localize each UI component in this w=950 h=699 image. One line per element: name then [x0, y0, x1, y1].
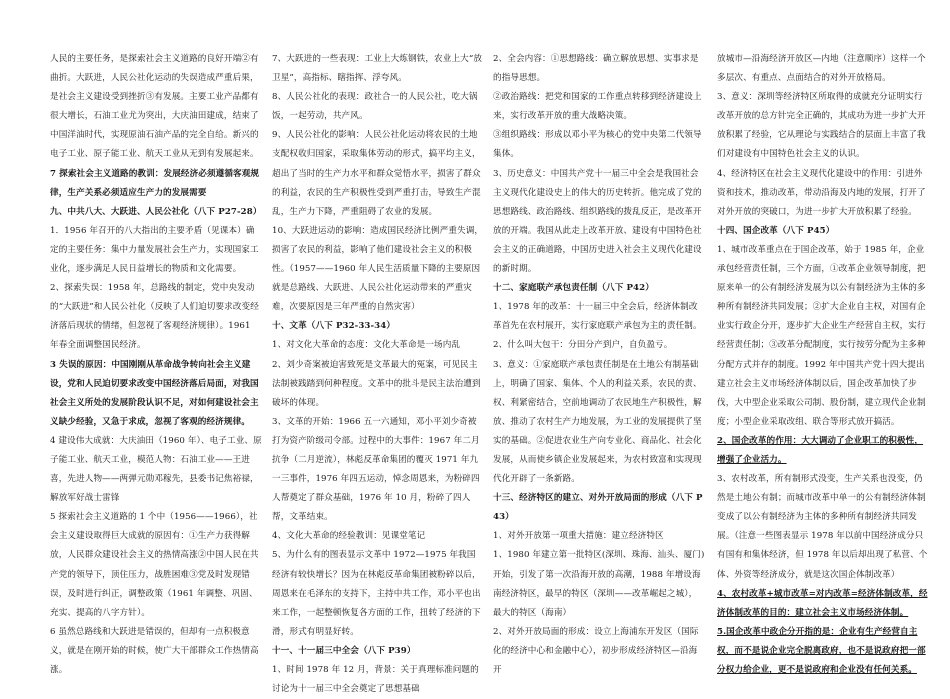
paragraph: 人民的主要任务，是探索社会主义道路的良好开端②有曲折。大跃进，人民公社化运动的失误造成严重后果，是社会主义建设受到挫折③有发展。主要工业产品都有很大增长，石油工业尤为突出，大庆油田建成，结束了中国洋油时代，实现原油石油产品的完全自给。新兴的电子工业、原子能工业、航天工业从无到有发展起来。 [50, 54, 259, 160]
section-heading: 十、文革（八下 P32-33-34） [272, 321, 396, 332]
paragraph: 2、全会内容：①思想路线：确立解放思想、实事求是的指导思想。 [493, 54, 699, 84]
paragraph: 4、农村改革+城市改革=对内改革=经济体制改革，经济体制改革的目的：建立社会主义市场经济体制。 [717, 588, 928, 618]
paragraph: 2、国企改革的作用：大大调动了企业职工的积极性，增强了企业活力。 [717, 435, 924, 465]
paragraph: 3、历史意义：中国共产党十一届三中全会是我国社会主义现代化建设史上的伟大的历史转折。他完成了党的思想路线、政治路线、组织路线的拨乱反正，是改革开放的开端。我国从此走上改革开放、建设有中国特色社会主义的正确道路，中国历史进入社会主义现代化建设的新时期。 [493, 168, 702, 275]
paragraph: 4 建设伟大成就：大庆油田（1960 年）、电子工业、原子能工业、航天工业，模范人物：石油工业——王进喜，先进人物——两弹元勋邓稼先，县委书记焦裕禄，解放军好战士雷锋 [50, 435, 262, 504]
section-heading: 十二、家庭联产承包责任制（八下 P42） [493, 283, 654, 294]
paragraph: 1、对外开放第一项重大措施：建立经济特区 [493, 531, 664, 542]
paragraph: 5 探索社会主义道路的 1 个中（1956——1966），社会主义建设取得巨大成就的原因有：①生产力获得解放，人民群众建设社会主义的热情高涨②中国人民在共产党的领导下，顶住压力，战胜困难③党及时发现错误，及时进行纠正，调整政策（1961 年调整、巩固、充实、提高的八字方针）。 [50, 512, 259, 618]
paragraph: 1、城市改革重点在于国企改革，始于 1985 年，企业承包经营责任制，三个方面，①改革企业领导制度，把原来单一的公有制经济发展为以公有制经济为主体的多种所有制经济共同发展；②扩大企业自主权，对国有企业实行政企分开，逐步扩大企业生产经营自主权，实行经营责任制；③改革分配制度，实行按劳分配为主多种分配方式并存的制度。1992 年中国共产党十四大提出建立社会主义市场经济体制以后，国企改革加快了步伐，大中型企业采取公司制、股份制，建立现代企业制度；小型企业采取改组、联合等形式放开搞活。 [717, 244, 926, 427]
paragraph: 6 虽然总路线和大跃进是错误的，但却有一点积极意义，就是在刚开始的时候，使广大干部群众工作热情高涨。 [50, 626, 259, 675]
section-heading: 十三、经济特区的建立、对外开放局面的形成（八下 P43） [493, 493, 703, 523]
paragraph: 3 失误的原因：中国刚刚从革命战争转向社会主义建设，党和人民迫切要求改变中国经济落后局面，对我国社会主义所处的发展阶段认识不足，对如何建设社会主义缺少经验，又急于求成，忽视了客观的经济规律。 [50, 359, 259, 427]
paragraph: 3、意义：①家庭联产承包责任制是在土地公有制基础上，明确了国家、集体、个人的利益关系，农民的责、权、利紧密结合，空前地调动了农民地生产积极性，解放、推动了农村生产力地发展，为工业的发展提供了坚实的基础。②促进农业生产向专业化、商品化、社会化发展，从而使乡镇企业发展起来，为农村致富和实现现代化开辟了一条新路。 [493, 359, 702, 485]
text-column-1 [50, 50, 262, 680]
paragraph: 1．1956 年召开的八大指出的主要矛盾（见课本）确定的主要任务：集中力量发展社会生产力，实现国家工业化，逐步满足人民日益增长的物质和文化需要。 [50, 225, 259, 275]
paragraph: 1、时间 1978 年 12 月，背景：关于真理标准问题的讨论为十一届三中全会奠定了思想基础 [272, 665, 479, 695]
text-column-4 [717, 50, 929, 680]
text-column-2 [272, 50, 484, 699]
paragraph: ②政治路线：把党和国家的工作重点转移到经济建设上来，实行改革开放的重大战略决策。 [493, 92, 702, 122]
paragraph: 1、1978 年的改革：十一届三中全会后，经济体制改革首先在农村展开，实行家庭联产承包为主的责任制。 [493, 302, 702, 332]
paragraph: 4、经济特区在社会主义现代化建设中的作用：引进外资和技术，推动改革，带动沿海及内地的发展，打开了对外开放的突破口，为进一步扩大开放积累了经验。 [717, 168, 926, 217]
paragraph: 2、什么叫大包干：分田分产到户，自负盈亏。 [493, 340, 673, 351]
paragraph: 3、意义：深圳等经济特区所取得的成就充分证明实行改革开放的总方针完全正确的，其成功为进一步扩大开放积累了经验，它从理论与实践结合的层面上丰富了我们对建设有中国特色社会主义的认识。 [717, 92, 926, 160]
section-heading: 十一、十一届三中全会（八下 P39） [272, 645, 416, 656]
paragraph: 10、大跃进运动的影响：造成国民经济比例严重失调，损害了农民的利益，影响了他们建设社会主义的积极性。（1957——1960 年人民生活质量下降的主要原因就是总路线、大跃进、人民公社化运动带来的严重灾难，次要原因是三年严重的自然灾害） [272, 225, 484, 313]
paragraph: 5、为什么有的图表显示文革中 1972—1975 年我国经济有较快增长？因为在林彪反革命集团被粉碎以后，周恩来在毛泽东的支持下，主持中共工作，邓小平也出来工作，一起整顿恢复各方面的工作，扭转了经济的下滑，形式有明显好转。 [272, 550, 481, 637]
paragraph: 7、大跃进的一些表现：工业上大炼钢铁，农业上大“放卫星”，高指标、瞎指挥、浮夸风。 [272, 54, 483, 84]
paragraph: ③组织路线：形成以邓小平为核心的党中央第二代领导集体。 [493, 130, 702, 160]
text-column-3 [493, 50, 705, 680]
paragraph: 4、文化大革命的经验教训：见课堂笔记 [272, 531, 426, 542]
paragraph: 7 探索社会主义道路的教训：发展经济必须遵循客观规律，生产关系必须适应生产力的发展需要 [50, 168, 260, 198]
paragraph: 2、刘少奇案被迫害致死是文革最大的冤案，可见民主法制被践踏到何种程度。文革中的批斗是民主法治遭到破坏的体现。 [272, 359, 481, 408]
paragraph: 1、1980 年建立第一批特区(深圳、珠海、汕头、厦门)开始，引发了第一次沿海开放的高潮，1988 年增设海南经济特区，最早的特区（深圳——改革崛起之城），最大的特区（海南） [493, 550, 705, 618]
paragraph: 2、对外开放局面的形成：设立上海浦东开发区（国际化的经济中心和金融中心），初步形成经济特区—沿海开 [493, 626, 699, 675]
paragraph: 3、文革的开始：1966 五一六通知，邓小平刘少奇被打为资产阶级司令部。过程中的大事件：1967 年二月抗争（二月逆流），林彪反革命集团的覆灭 1971 年九一三事件，1976 年四五运动，悼念周恩来，为粉碎四人帮奠定了群众基础，1976 年 10 月，粉碎了四人帮，文革结束。 [272, 416, 480, 523]
paragraph: 2、探索失误：1958 年，总路线的制定，党中央发动的“大跃进”和人民公社化（反映了人们迫切要求改变经济落后现状的情绪，但忽视了客观经济规律）。1961 年春全面调整国民经济。 [50, 283, 259, 351]
paragraph: 放城市—沿海经济开放区—内地（注意顺序）这样一个多层次、有重点、点面结合的对外开放格局。 [717, 54, 926, 84]
paragraph: 3、农村改革，所有制形式没变，生产关系也没变，仍然是土地公有制；而城市改革中单一的公有制经济体制变成了以公有制经济为主体的多种所有制经济共同发展。（注意一些图表显示 1978 年以前中国经济成分只有国有和集体经济，但 1978 年以后却出现了私营、个体、外资等经济成分，就是这次国企体制改革） [717, 474, 928, 580]
paragraph: 8、人民公社化的表现：政社合一的人民公社，吃大锅饭，一起劳动，共产风。 [272, 92, 478, 122]
section-heading: 十四、国企改革（八下 P45） [717, 225, 835, 236]
section-heading: 九、中共八大、大跃进、人民公社化（八下 P27-28） [50, 206, 262, 217]
paragraph: 5.国企改革中政企分开指的是：企业有生产经营自主权，而不是说企业完全脱离政府，也不是说政府把一部分权力给企业，更不是说政府和企业没有任何关系。 [717, 626, 926, 675]
paragraph: 1、对文化大革命的态度：文化大革命是一场内乱 [272, 340, 461, 351]
paragraph: 9、人民公社化的影响：人民公社化运动将农民的土地支配权收归国家，采取集体劳动的形式，搞平均主义，超出了当时的生产力水平和群众觉悟水平，损害了群众的利益，农民的生产积极性受到严重打击，导致生产混乱，生产力下降，严重阻碍了农业的发展。 [272, 130, 481, 217]
